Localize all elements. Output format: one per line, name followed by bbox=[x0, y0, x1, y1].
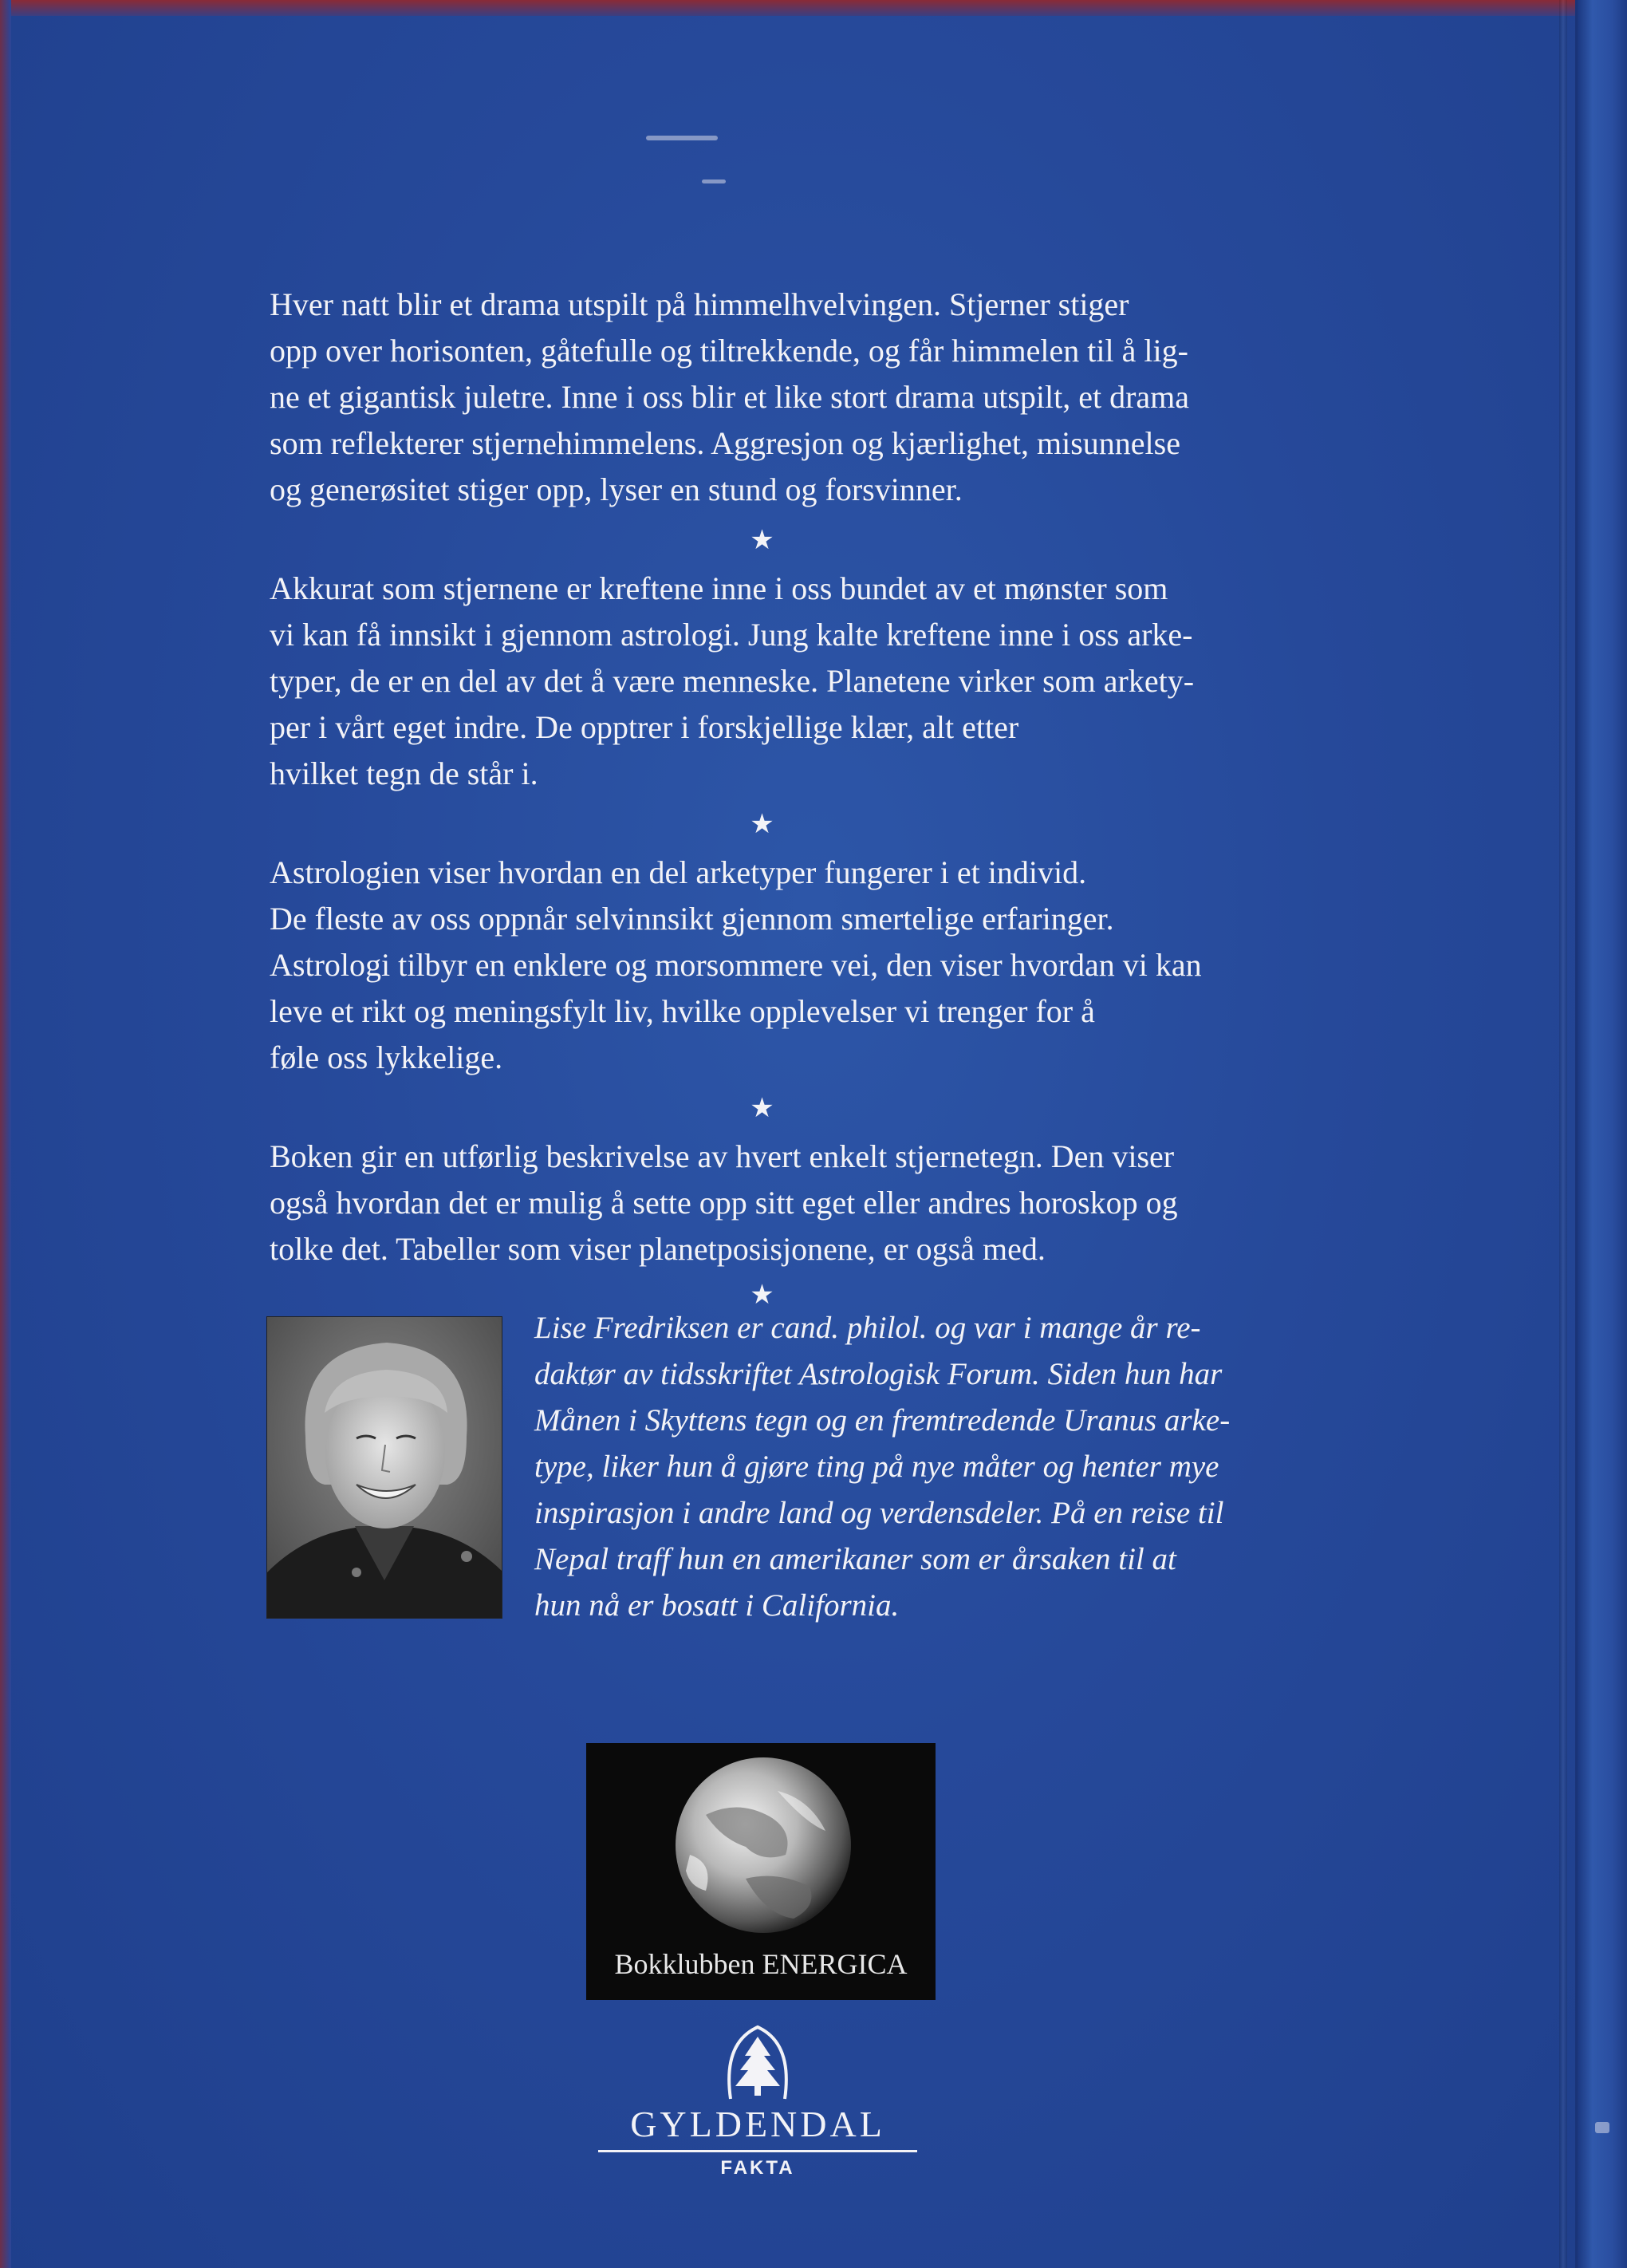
publisher-imprint: FAKTA bbox=[720, 2157, 795, 2179]
author-bio bbox=[534, 1305, 1300, 1629]
author-photo bbox=[266, 1316, 502, 1619]
text-line: også hvordan det er mulig å sette opp sitt eget eller andres horoskop og bbox=[270, 1185, 1178, 1221]
book-spine bbox=[1575, 0, 1627, 2268]
book-club-logo bbox=[586, 1743, 936, 2000]
author-portrait-image bbox=[267, 1317, 502, 1618]
text-line: leve et rikt og meningsfylt liv, hvilke opplevelser vi trenger for å bbox=[270, 993, 1095, 1029]
text-line: hvilket tegn de står i. bbox=[270, 755, 538, 791]
star-separator-icon: ★ bbox=[750, 1280, 774, 1310]
publisher-name: GYLDENDAL bbox=[630, 2104, 885, 2144]
text-line: ne et gigantisk juletre. Inne i oss blir et like stort drama utspilt, et drama bbox=[270, 379, 1190, 415]
star-separator-icon: ★ bbox=[750, 526, 774, 555]
text-line: tolke det. Tabeller som viser planetposisjonene, er også med. bbox=[270, 1231, 1046, 1267]
text-line: og generøsitet stiger opp, lyser en stund og forsvinner. bbox=[270, 471, 963, 507]
text-line: Astrologien viser hvordan en del arketyper fungerer i et individ. bbox=[270, 854, 1087, 890]
cover-left-edge bbox=[0, 0, 11, 2268]
text-line: føle oss lykkelige. bbox=[270, 1039, 503, 1075]
text-line: som reflekterer stjernehimmelens. Aggresjon og kjærlighet, misunnelse bbox=[270, 425, 1180, 461]
text-line: vi kan få innsikt i gjennom astrologi. Jung kalte kreftene inne i oss arke- bbox=[270, 617, 1193, 653]
text-line: Astrologi tilbyr en enklere og morsommere vei, den viser hvordan vi kan bbox=[270, 947, 1202, 983]
text-line: typer, de er en del av det å være menneske. Planetene virker som arkety- bbox=[270, 663, 1195, 699]
text-line: Akkurat som stjernene er kreftene inne i oss bundet av et mønster som bbox=[270, 570, 1168, 606]
blurb-text bbox=[270, 282, 1306, 1319]
text-line: opp over horisonten, gåtefulle og tiltrekkende, og får himmelen til å lig- bbox=[270, 333, 1188, 369]
book-club-name: Bokklubben ENERGICA bbox=[614, 1948, 908, 1980]
publisher-divider bbox=[598, 2150, 917, 2152]
text-line: Hver natt blir et drama utspilt på himmelhvelvingen. Stjerner stiger bbox=[270, 286, 1129, 322]
bio-line: Månen i Skyttens tegn og en fremtredende Uranus arke- bbox=[534, 1403, 1231, 1438]
star-separator-icon: ★ bbox=[750, 1094, 774, 1123]
bio-line: daktør av tidsskriftet Astrologisk Forum. Siden hun har bbox=[534, 1357, 1223, 1391]
bio-line: Lise Fredriksen er cand. philol. og var i mange år re- bbox=[534, 1311, 1201, 1345]
text-line: De fleste av oss oppnår selvinnsikt gjennom smertelige erfaringer. bbox=[270, 901, 1114, 937]
bio-line: Nepal traff hun en amerikaner som er årsaken til at bbox=[534, 1542, 1176, 1576]
cover-top-edge bbox=[0, 0, 1587, 16]
star-separator-icon: ★ bbox=[750, 810, 774, 839]
blurb-paragraph-2 bbox=[270, 566, 1306, 797]
text-line: Boken gir en utførlig beskrivelse av hvert enkelt stjernetegn. Den viser bbox=[270, 1138, 1175, 1174]
blurb-paragraph-4 bbox=[270, 1134, 1306, 1272]
text-line: per i vårt eget indre. De opptrer i forskjellige klær, alt etter bbox=[270, 709, 1019, 745]
bio-line: type, liker hun å gjøre ting på nye måter og henter mye bbox=[534, 1450, 1219, 1484]
bio-line: inspirasjon i andre land og verdensdeler. På en reise til bbox=[534, 1496, 1224, 1530]
bio-line: hun nå er bosatt i California. bbox=[534, 1588, 900, 1623]
scuff-mark bbox=[1595, 2122, 1609, 2133]
spine-hinge bbox=[1559, 0, 1567, 2268]
scuff-mark bbox=[702, 179, 726, 183]
tree-icon bbox=[590, 2022, 925, 2102]
publisher-logo bbox=[590, 2022, 925, 2182]
scuff-mark bbox=[646, 136, 718, 140]
blurb-paragraph-3 bbox=[270, 850, 1306, 1081]
blurb-paragraph-1 bbox=[270, 282, 1306, 513]
